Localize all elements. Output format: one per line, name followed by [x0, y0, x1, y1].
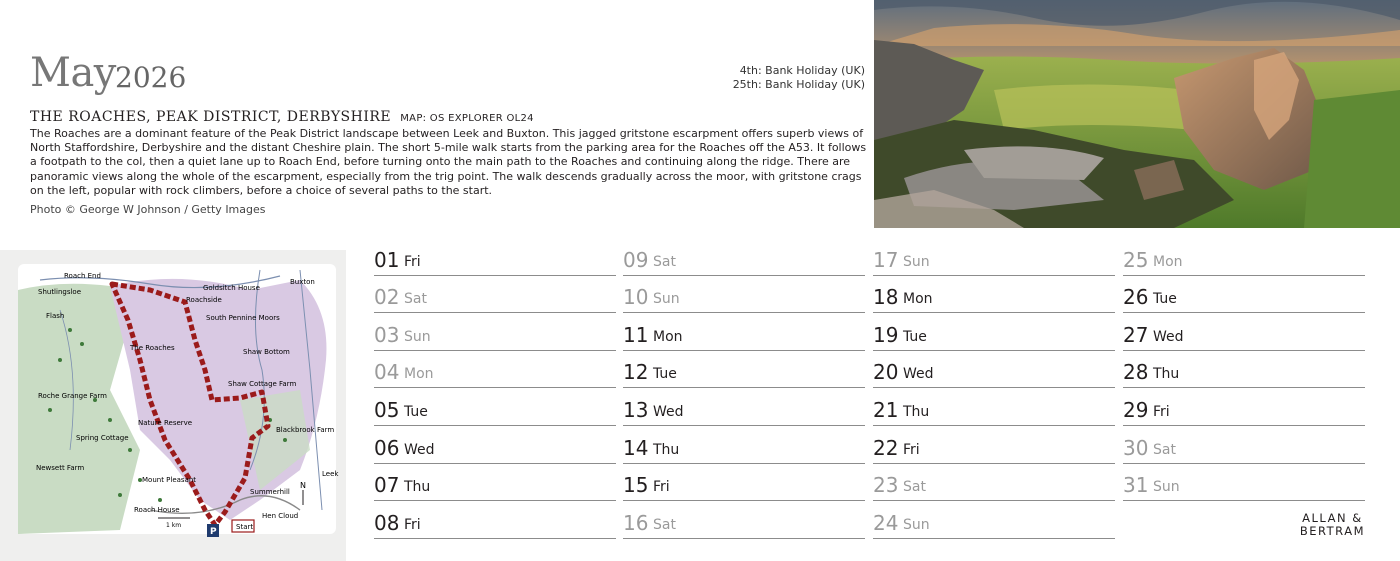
day-number: 23	[873, 473, 899, 498]
weekday-label: Tue	[1153, 291, 1177, 308]
map-label: South Pennine Moors	[206, 314, 280, 322]
calendar-day	[873, 388, 1115, 426]
weekday-label: Fri	[404, 516, 421, 533]
calendar-day	[1123, 313, 1365, 351]
map-label: Goldsitch House	[203, 284, 260, 292]
scale-bar-label: 1 km	[166, 522, 182, 529]
map-label: Roachside	[186, 296, 222, 304]
day-number: 03	[374, 322, 400, 347]
calendar-column	[623, 238, 865, 539]
location-title: THE ROACHES, PEAK DISTRICT, DERBYSHIRE	[30, 109, 392, 125]
day-number: 28	[1123, 360, 1149, 385]
map-label: Roche Grange Farm	[38, 392, 107, 400]
map-reference: MAP: OS EXPLORER OL24	[400, 113, 534, 124]
calendar-column	[374, 238, 616, 539]
weekday-label: Thu	[404, 479, 431, 496]
calendar-day	[873, 501, 1115, 539]
calendar-day	[873, 313, 1115, 351]
calendar-day	[873, 276, 1115, 314]
map-label: Buxton	[290, 278, 315, 286]
calendar-day	[374, 351, 616, 389]
calendar-column	[1123, 238, 1365, 501]
day-number: 22	[873, 435, 899, 460]
map-label: Summerhill	[250, 488, 290, 496]
day-number: 04	[374, 360, 400, 385]
day-number: 12	[623, 360, 649, 385]
map-label: The Roaches	[130, 344, 175, 352]
map-label: Shutlingsloe	[38, 288, 82, 296]
map-label: Blackbrook Farm	[276, 426, 335, 434]
map-label: Shaw Cottage Farm	[228, 380, 297, 388]
day-number: 14	[623, 435, 649, 460]
calendar-day	[1123, 426, 1365, 464]
north-arrow-icon: N	[300, 481, 306, 490]
day-number: 09	[623, 247, 649, 272]
day-number: 27	[1123, 322, 1149, 347]
brand-logo	[1300, 512, 1365, 538]
holiday-list	[733, 64, 865, 92]
calendar-day	[623, 388, 865, 426]
weekday-label: Sun	[1153, 479, 1180, 496]
calendar-day	[873, 351, 1115, 389]
day-number: 08	[374, 510, 400, 535]
weekday-label: Mon	[1153, 253, 1183, 270]
day-number: 18	[873, 285, 899, 310]
day-number: 16	[623, 510, 649, 535]
calendar-day	[374, 238, 616, 276]
weekday-label: Mon	[653, 328, 683, 345]
calendar-day	[873, 464, 1115, 502]
weekday-label: Sat	[404, 291, 427, 308]
calendar-day	[374, 426, 616, 464]
location-heading	[30, 106, 534, 125]
weekday-label: Sun	[903, 516, 930, 533]
day-number: 06	[374, 435, 400, 460]
map-label: Mount Pleasant	[142, 476, 197, 484]
weekday-label: Wed	[653, 403, 684, 420]
calendar-column	[873, 238, 1115, 539]
brand-line: ALLAN &	[1302, 511, 1363, 525]
calendar-day	[374, 388, 616, 426]
map-label: Nature Reserve	[138, 419, 193, 427]
weekday-label: Tue	[903, 328, 927, 345]
map-label: Newsett Farm	[36, 464, 85, 472]
weekday-label: Sun	[903, 253, 930, 270]
weekday-label: Fri	[653, 479, 670, 496]
weekday-label: Sun	[653, 291, 680, 308]
weekday-label: Tue	[404, 403, 428, 420]
calendar-day	[623, 238, 865, 276]
calendar-day	[1123, 238, 1365, 276]
photo-credit: Photo © George W Johnson / Getty Images	[30, 203, 266, 216]
day-number: 21	[873, 397, 899, 422]
weekday-label: Fri	[903, 441, 920, 458]
weekday-label: Fri	[404, 253, 421, 270]
holiday-item: 4th: Bank Holiday (UK)	[739, 64, 865, 77]
day-number: 26	[1123, 285, 1149, 310]
day-number: 17	[873, 247, 899, 272]
weekday-label: Sat	[653, 253, 676, 270]
calendar-day	[374, 276, 616, 314]
day-number: 25	[1123, 247, 1149, 272]
map-label: Leek	[322, 470, 339, 478]
calendar-day	[1123, 351, 1365, 389]
weekday-label: Wed	[903, 366, 934, 383]
weekday-label: Sat	[1153, 441, 1176, 458]
calendar-day	[623, 501, 865, 539]
map-label: Roach End	[64, 272, 101, 280]
landscape-photo	[874, 0, 1400, 228]
map-label: Shaw Bottom	[243, 348, 290, 356]
start-label: Start	[236, 523, 254, 531]
calendar-day	[1123, 464, 1365, 502]
calendar-day	[374, 501, 616, 539]
day-number: 30	[1123, 435, 1149, 460]
weekday-label: Tue	[653, 366, 677, 383]
map-label: Flash	[46, 312, 65, 320]
day-number: 01	[374, 247, 400, 272]
day-number: 10	[623, 285, 649, 310]
weekday-label: Mon	[404, 366, 434, 383]
calendar-day	[873, 426, 1115, 464]
walk-description: The Roaches are a dominant feature of the Peak District landscape between Leek and Buxton. This jagged gritstone escarpment offers superb views of North Staffordshire, Derbyshire and the distant Cheshire plain. The short 5-mile walk starts from the parking area for the Roaches off the A53. It follows a footpath to the col, then a quiet lane up to Roach End, before turning onto the main path to the Roaches and continuing along the ridge. There are panoramic views along the whole of the escarpment, especially from the trig point. The walk descends gradually across the moor, with gritstone crags on the left, popular with rock climbers, before a choice of several paths to the start.	[30, 127, 867, 197]
weekday-label: Wed	[404, 441, 435, 458]
weekday-label: Sun	[404, 328, 431, 345]
year-title: 2026	[115, 61, 187, 94]
weekday-label: Mon	[903, 291, 933, 308]
weekday-label: Fri	[1153, 403, 1170, 420]
map-label: Roach House	[134, 506, 180, 514]
day-number: 15	[623, 473, 649, 498]
calendar-day	[623, 426, 865, 464]
calendar-day	[623, 351, 865, 389]
calendar-day	[623, 464, 865, 502]
calendar-day	[623, 276, 865, 314]
weekday-label: Thu	[1153, 366, 1180, 383]
day-number: 13	[623, 397, 649, 422]
day-number: 11	[623, 322, 649, 347]
calendar-day	[623, 313, 865, 351]
weekday-label: Wed	[1153, 328, 1184, 345]
map-label: Spring Cottage	[76, 434, 129, 442]
title-row	[30, 50, 865, 100]
map-label: Hen Cloud	[262, 512, 299, 520]
day-number: 20	[873, 360, 899, 385]
day-number: 02	[374, 285, 400, 310]
day-number: 05	[374, 397, 400, 422]
weekday-label: Sat	[903, 479, 926, 496]
calendar-day	[1123, 276, 1365, 314]
parking-icon: P	[210, 527, 217, 537]
calendar-day	[1123, 388, 1365, 426]
weekday-label: Thu	[653, 441, 680, 458]
month-title: May	[30, 50, 116, 96]
day-number: 31	[1123, 473, 1149, 498]
calendar-day	[374, 464, 616, 502]
weekday-label: Thu	[903, 403, 930, 420]
brand-line: BERTRAM	[1299, 524, 1365, 538]
day-number: 24	[873, 510, 899, 535]
weekday-label: Sat	[653, 516, 676, 533]
calendar-day	[873, 238, 1115, 276]
calendar-day	[374, 313, 616, 351]
day-number: 07	[374, 473, 400, 498]
holiday-item: 25th: Bank Holiday (UK)	[732, 78, 865, 91]
day-number: 19	[873, 322, 899, 347]
day-number: 29	[1123, 397, 1149, 422]
walk-map	[0, 250, 346, 561]
